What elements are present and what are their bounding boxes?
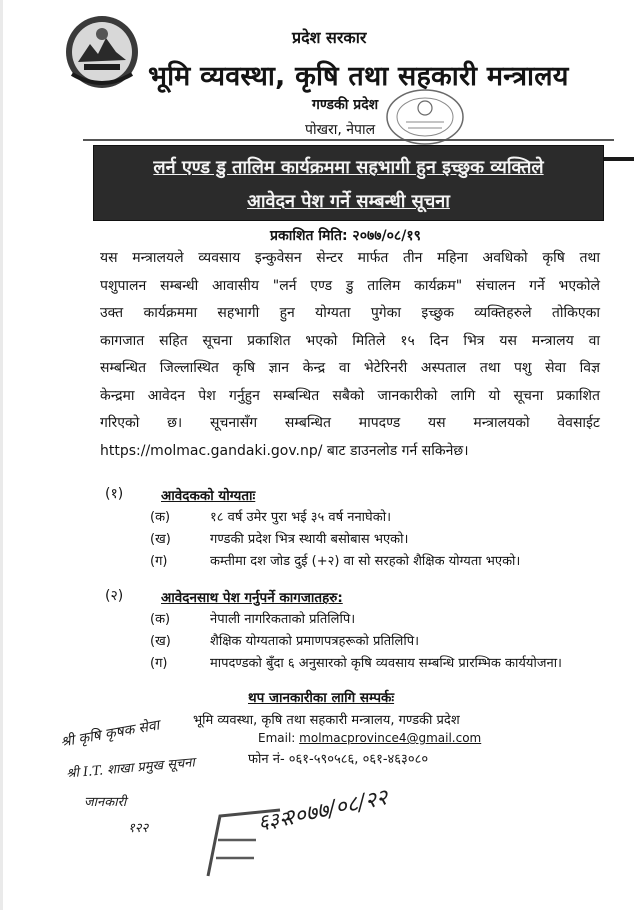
city-label: पोखरा, नेपाल bbox=[305, 122, 376, 138]
item-text: मापदण्डको बुँदा ६ अनुसारको कृषि व्यवसाय सम्बन्धि प्रारम्भिक कार्ययोजना। bbox=[210, 656, 562, 671]
item-label: (ख) bbox=[150, 634, 171, 649]
section-2-item bbox=[150, 631, 419, 649]
notice-title-line-1: लर्न एण्ड डु तालिम कार्यक्रममा सहभागी हुन इच्छुक व्यक्तिले bbox=[153, 157, 544, 178]
scan-edge bbox=[0, 0, 3, 910]
ministry-name: भूमि व्यवस्था, कृषि तथा सहकारी मन्त्रालय bbox=[148, 61, 569, 92]
section-2-title: आवेदनसाथ पेश गर्नुपर्ने कागजातहरु: bbox=[161, 590, 343, 606]
body-line: गरिएको छ। सूचनासँग सम्बन्धित मापदण्ड यस मन्त्रालयको वेवसाईट bbox=[100, 415, 600, 431]
body-line: उक्त कार्यक्रममा सहभागी हुन योग्यता पुगेका इच्छुक व्यक्तिहरुले तोकिएका bbox=[100, 305, 600, 321]
contact-address: भूमि व्यवस्था, कृषि तथा सहकारी मन्त्रालय, गण्डकी प्रदेश bbox=[193, 713, 460, 728]
handwritten-reg-date: २०७७/०८/२२ bbox=[280, 785, 391, 832]
section-1-item bbox=[150, 529, 408, 547]
section-2-item bbox=[150, 653, 562, 671]
handwritten-note: १२२ bbox=[128, 821, 149, 836]
body-line: https://molmac.gandaki.gov.np/ बाट डाउनलोड गर्न सकिनेछ। bbox=[100, 442, 469, 459]
item-text: नेपाली नागरिकताको प्रतिलिपि। bbox=[210, 612, 356, 627]
item-label: (ग) bbox=[150, 554, 168, 569]
item-label: (ख) bbox=[150, 532, 171, 547]
item-label: (क) bbox=[150, 510, 171, 525]
section-2-item bbox=[150, 609, 355, 627]
item-label: (क) bbox=[150, 612, 171, 627]
body-line: सम्बन्धित जिल्लास्थित कृषि ज्ञान केन्द्र वा भेटेरिनरी अस्पताल तथा पशु सेवा विज्ञ bbox=[100, 360, 600, 376]
published-date: प्रकाशित मिति: २०७७/०८/१९ bbox=[270, 228, 421, 244]
contact-email bbox=[258, 731, 481, 745]
body-line: केन्द्रमा आवेदन पेश गर्नुहुन सम्बन्धित सबैको जानकारीको लागि यो सूचना प्रकाशित bbox=[100, 387, 600, 404]
section-1-item bbox=[150, 507, 391, 525]
registration-stamp-icon bbox=[196, 806, 286, 886]
item-text: गण्डकी प्रदेश भित्र स्थायी बसोबास भएको। bbox=[210, 532, 409, 547]
contact-title: थप जानकारीका लागि सम्पर्कः bbox=[248, 690, 395, 706]
item-text: शैक्षिक योग्यताको प्रमाणपत्रहरूको प्रतिलिपि। bbox=[210, 634, 420, 649]
section-2-number: (२) bbox=[105, 588, 124, 604]
email-link[interactable]: molmacprovince4@gmail.com bbox=[299, 731, 482, 745]
notice-body bbox=[100, 245, 600, 465]
handwritten-reg-number: ६३२ bbox=[256, 805, 291, 835]
nepal-emblem-icon bbox=[64, 14, 140, 90]
handwritten-note: श्री कृषि कृषक सेवा bbox=[59, 717, 161, 751]
section-1-number: (१) bbox=[105, 486, 124, 502]
government-label: प्रदेश सरकार bbox=[292, 28, 367, 47]
handwritten-note: जानकारी bbox=[84, 795, 127, 810]
province-label: गण्डकी प्रदेश bbox=[312, 97, 379, 113]
handwritten-note: श्री I.T. शाखा प्रमुख सूचना bbox=[65, 755, 196, 782]
item-text: १८ वर्ष उमेर पुरा भई ३५ वर्ष ननाघेको। bbox=[210, 510, 392, 525]
section-1-item bbox=[150, 551, 520, 569]
contact-phone: फोन नं- ०६१-५९०५८६, ०६१-४६३०८० bbox=[248, 752, 429, 767]
notice-title-line-2: आवेदन पेश गर्ने सम्बन्धी सूचना bbox=[247, 191, 450, 212]
body-line: पशुपालन सम्बन्धी आवासीय "लर्न एण्ड डु तालिम कार्यक्रम" संचालन गर्ने भएकोले bbox=[100, 277, 600, 294]
email-label: Email: bbox=[258, 731, 296, 745]
item-label: (ग) bbox=[150, 656, 168, 671]
title-rule bbox=[604, 157, 634, 161]
body-line: कागजात सहित सूचना प्रकाशित भएको मितिले १५ दिन भित्र यस मन्त्रालय वा bbox=[100, 332, 600, 349]
notice-title-box bbox=[93, 145, 604, 221]
body-line: यस मन्त्रालयले व्यवसाय इन्कुवेसन सेन्टर मार्फत तीन महिना अवधिको कृषि तथा bbox=[100, 250, 600, 266]
section-1-title: आवेदकको योग्यताः bbox=[161, 488, 256, 504]
item-text: कम्तीमा दश जोड दुई (+२) वा सो सरहको शैक्षिक योग्यता भएको। bbox=[210, 554, 521, 569]
